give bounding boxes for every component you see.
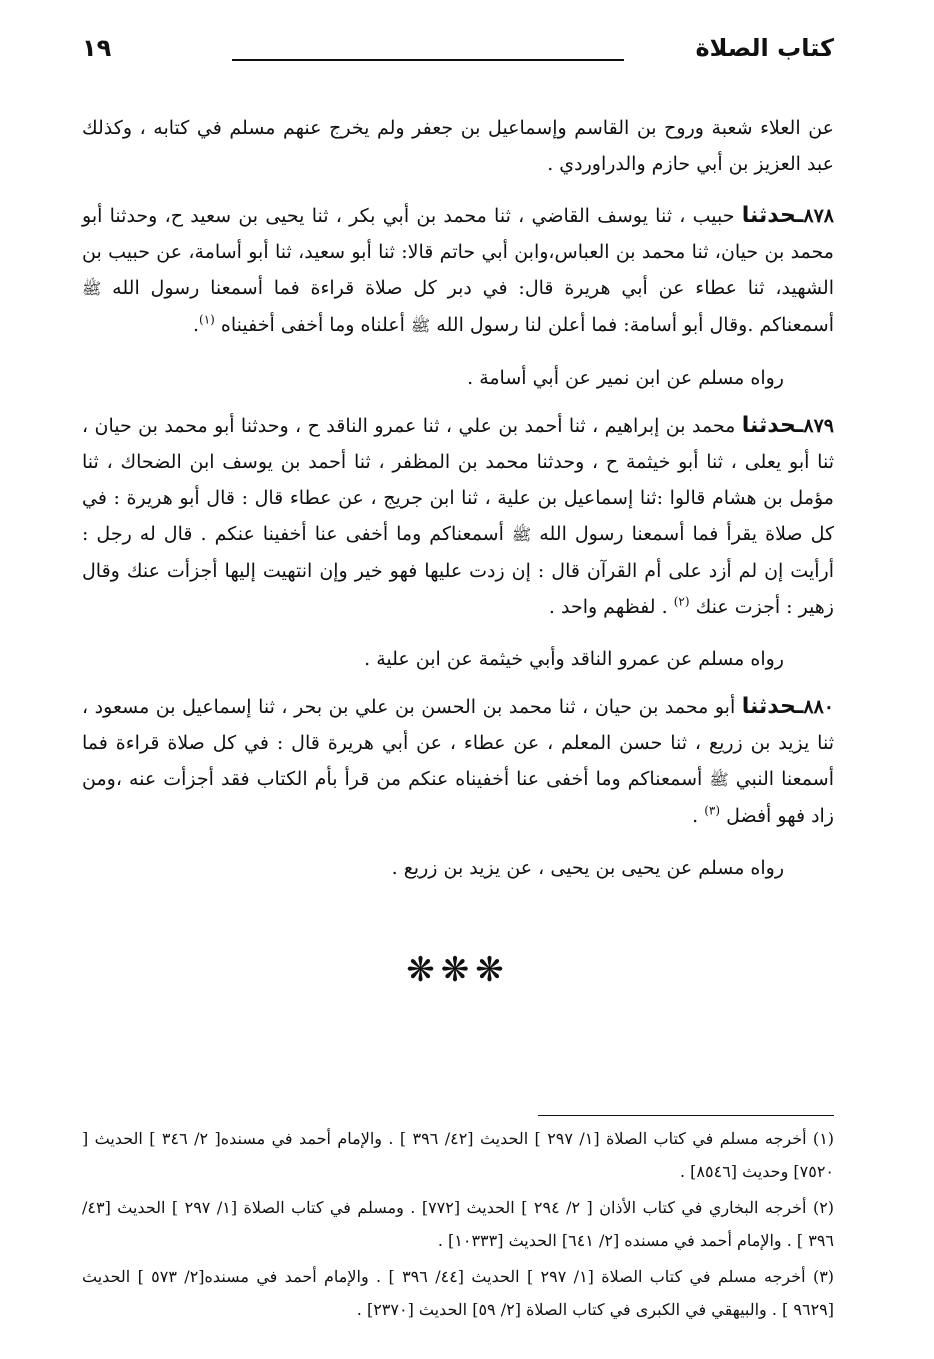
hadith-text: . <box>692 805 699 827</box>
hadith-text: أسمعناكم .وقال أبو أسامة: فما أعلن لنا رسول الله <box>436 314 834 336</box>
hadith-text: أبو محمد بن حيان ، ثنا محمد بن الحسن بن علي بن بحر ، ثنا إسماعيل بن مسعود ، ثنا يزيد بن زريع ، ثنا حسن المعلم ، عن عطاء ، عن أبي هريرة قال : في كل صلاة قراءة فما أسمعنا النبي <box>82 696 834 790</box>
hadith-text: أسمعناكم وما أخفى عنا أخفيناه عنكم من قرأ بأم الكتاب فقد أجزأت عنه ،ومن زاد فهو أفضل <box>82 768 834 827</box>
salla-glyph: ﷺ <box>82 279 102 298</box>
footnote-ref: (١) <box>199 312 215 327</box>
book-title: كتاب الصلاة <box>695 34 834 62</box>
hadith-keyword: ـحدثنا <box>741 694 804 719</box>
hadith-text: محمد بن إبراهيم ، ثنا أحمد بن علي ، ثنا عمرو الناقد ح ، وحدثنا أبو محمد بن حيان ، ثنا أبو يعلى ، ثنا أبو خيثمة ح ، وحدثنا محمد بن المظفر ، ثنا أحمد بن يوسف ابن الضحاك ، ثنا مؤمل بن هشام قالوا :ثنا إسماعيل بن علية ، ثنا ابن جريج ، عن عطاء قال : قال أبو هريرة : في كل صلاة يقرأ فما أسمعنا رسول الله <box>82 415 835 545</box>
footnote-1: (١) أخرجه مسلم في كتاب الصلاة [١/ ٢٩٧ ] الحديث [٤٢/ ٣٩٦ ] . والإمام أحمد في مسنده[ ٢/ ٣٤٦ ] الحديث [ ٧٥٢٠] وحديث [٨٥٤٦] . <box>82 1129 835 1181</box>
hadith-878 <box>82 198 834 344</box>
page-number: ١٩ <box>82 34 112 62</box>
header-rule <box>232 59 624 61</box>
page-body <box>82 110 834 988</box>
salla-glyph: ﷺ <box>709 770 729 789</box>
hadith-text: أعلناه وما أخفى أخفيناه <box>220 314 405 336</box>
hadith-number: ٨٧٩ <box>803 415 835 437</box>
section-separator: ❋❋❋ <box>406 950 510 990</box>
footnote-3: (٣) أخرجه مسلم في كتاب الصلاة [١/ ٢٩٧ ] الحديث [٤٤/ ٣٩٦ ] . والإمام أحمد في مسنده[٢/ ٥٧٣ ] الحديث [٩٦٢٩ ] . والبيهقي في الكبرى في كتاب الصلاة [٢/ ٥٩] الحديث [٢٣٧٠] . <box>82 1267 835 1319</box>
footnote-rule <box>538 1115 834 1116</box>
footnotes <box>82 1122 834 1329</box>
hadith-880 <box>82 689 834 834</box>
paragraph-intro: عن العلاء شعبة وروح بن القاسم وإسماعيل بن جعفر ولم يخرج عنهم مسلم في كتابه ، وكذلك عبد العزيز بن أبي حازم والدراوردي . <box>82 117 834 175</box>
narration-880: رواه مسلم عن يحيى بن يحيى ، عن يزيد بن زريع . <box>391 857 784 879</box>
page-header <box>82 34 834 82</box>
footnote-2: (٢) أخرجه البخاري في كتاب الأذان [ ٢/ ٢٩٤ ] الحديث [٧٧٢] . ومسلم في كتاب الصلاة [١/ ٢٩٧ ] الحديث [٤٣/ ٣٩٦ ] . والإمام أحمد في مسنده [٢/ ٦٤١] الحديث [١٠٣٣٣] . <box>82 1198 835 1250</box>
hadith-keyword: ـحدثنا <box>741 203 804 228</box>
hadith-number: ٨٧٨ <box>803 205 834 227</box>
salla-glyph: ﷺ <box>410 316 431 335</box>
hadith-879 <box>82 408 834 625</box>
hadith-keyword: ـحدثنا <box>741 413 804 438</box>
hadith-text: . <box>192 314 200 336</box>
footnote-ref: (٣) <box>704 803 721 818</box>
hadith-text: . لفظهم واحد . <box>548 596 668 618</box>
narration-879: رواه مسلم عن عمرو الناقد وأبي خيثمة عن ابن علية . <box>364 648 784 670</box>
hadith-text: أسمعناكم وما أخفى عنا أخفينا عنكم . قال له رجل : أرأيت إن لم أزد على أم القرآن قال : إن زدت عليها فهو خير وإن انتهيت إليها أجزأت عنك وقال زهير : أجزت عنك <box>82 523 834 618</box>
salla-glyph: ﷺ <box>511 525 532 544</box>
hadith-text: حبيب ، ثنا يوسف القاضي ، ثنا محمد بن أبي بكر ، ثنا يحيى بن سعيد ح، وحدثنا أبو محمد بن حيان، ثنا محمد بن العباس،وابن أبي حاتم قالا: ثنا أبو سعيد، ثنا أبو أسامة، عن حبيب بن الشهيد، ثنا عطاء عن أبي هريرة قال: في دبر كل صلاة قراءة فما أسمعنا رسول الله <box>82 205 835 299</box>
footnote-ref: (٢) <box>673 594 690 609</box>
narration-878: رواه مسلم عن ابن نمير عن أبي أسامة . <box>467 367 784 389</box>
hadith-number: ٨٨٠ <box>803 696 834 718</box>
